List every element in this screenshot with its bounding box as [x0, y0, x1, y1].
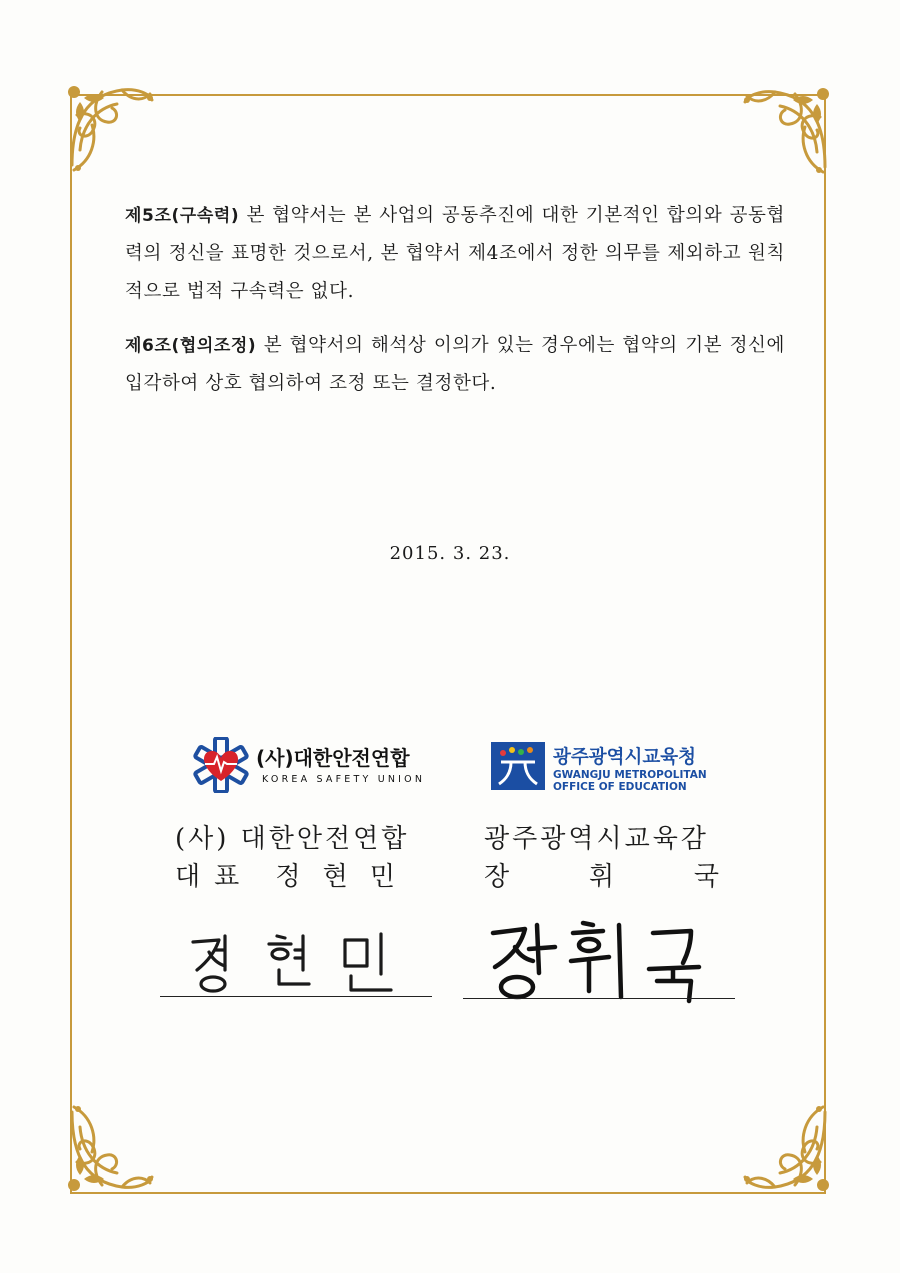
article-5-body: 본 협약서는 본 사업의 공동추진에 대한 기본적인 합의와 공동협력의 정신을 표명한 것으로서, 본 협약서 제4조에서 정한 의무를 제외하고 원칙적으로 법적 구속력은 없다.: [125, 205, 785, 302]
agreement-date: 2015. 3. 23.: [389, 543, 511, 564]
corner-ornament-bottom-right: [740, 1102, 835, 1197]
corner-ornament-top-right: [740, 82, 835, 177]
article-6: [125, 327, 785, 403]
goe-logo-english-line1: GWANGJU METROPOLITAN: [553, 769, 707, 781]
signatory-right-name-char: 장: [484, 862, 510, 892]
signatory-right: [484, 820, 734, 896]
signatory-left-name-char: 현: [322, 862, 348, 892]
signature-line-right: [463, 998, 735, 999]
handwritten-signature-left: [185, 930, 415, 1000]
corner-ornament-top-left: [62, 80, 157, 175]
signatory-right-name-char: 휘: [588, 862, 615, 892]
signatory-left-title: 대표: [175, 862, 254, 892]
goe-logo-english-line2: OFFICE OF EDUCATION: [553, 781, 687, 793]
ksu-logo-korean-name: (사)대한안전연합: [256, 746, 410, 770]
article-5: [125, 197, 785, 311]
corner-ornament-bottom-left: [62, 1102, 157, 1197]
signatory-left-name-char: 민: [369, 862, 395, 892]
gwangju-education-emblem-icon: [491, 742, 545, 790]
signatory-right-organization: 광주광역시교육감: [484, 824, 709, 854]
signatory-left: [175, 820, 425, 896]
goe-logo-korean-name: 광주광역시교육청: [553, 747, 696, 768]
signatory-left-name-char: 정: [275, 862, 301, 892]
signatory-left-organization: (사) 대한안전연합: [175, 824, 410, 854]
signatory-right-name: [484, 858, 719, 896]
gwangju-office-of-education-logo: [491, 742, 731, 794]
signatory-left-title-name: [175, 858, 395, 896]
ksu-logo-english-name: KOREA SAFETY UNION: [262, 774, 426, 785]
signatory-right-name-char: 국: [693, 862, 719, 892]
handwritten-signature-right: [485, 915, 735, 1010]
article-6-body: 본 협약서의 해석상 이의가 있는 경우에는 협약의 기본 정신에 입각하여 상호 협의하여 조정 또는 결정한다.: [125, 335, 785, 394]
article-5-title: 제5조(구속력): [125, 206, 240, 226]
signature-line-left: [160, 996, 432, 997]
korea-safety-union-logo: [190, 737, 426, 795]
goe-logo-english-name: [553, 769, 707, 793]
star-of-life-emblem-icon: [190, 737, 252, 793]
article-6-title: 제6조(협의조정): [125, 336, 257, 356]
